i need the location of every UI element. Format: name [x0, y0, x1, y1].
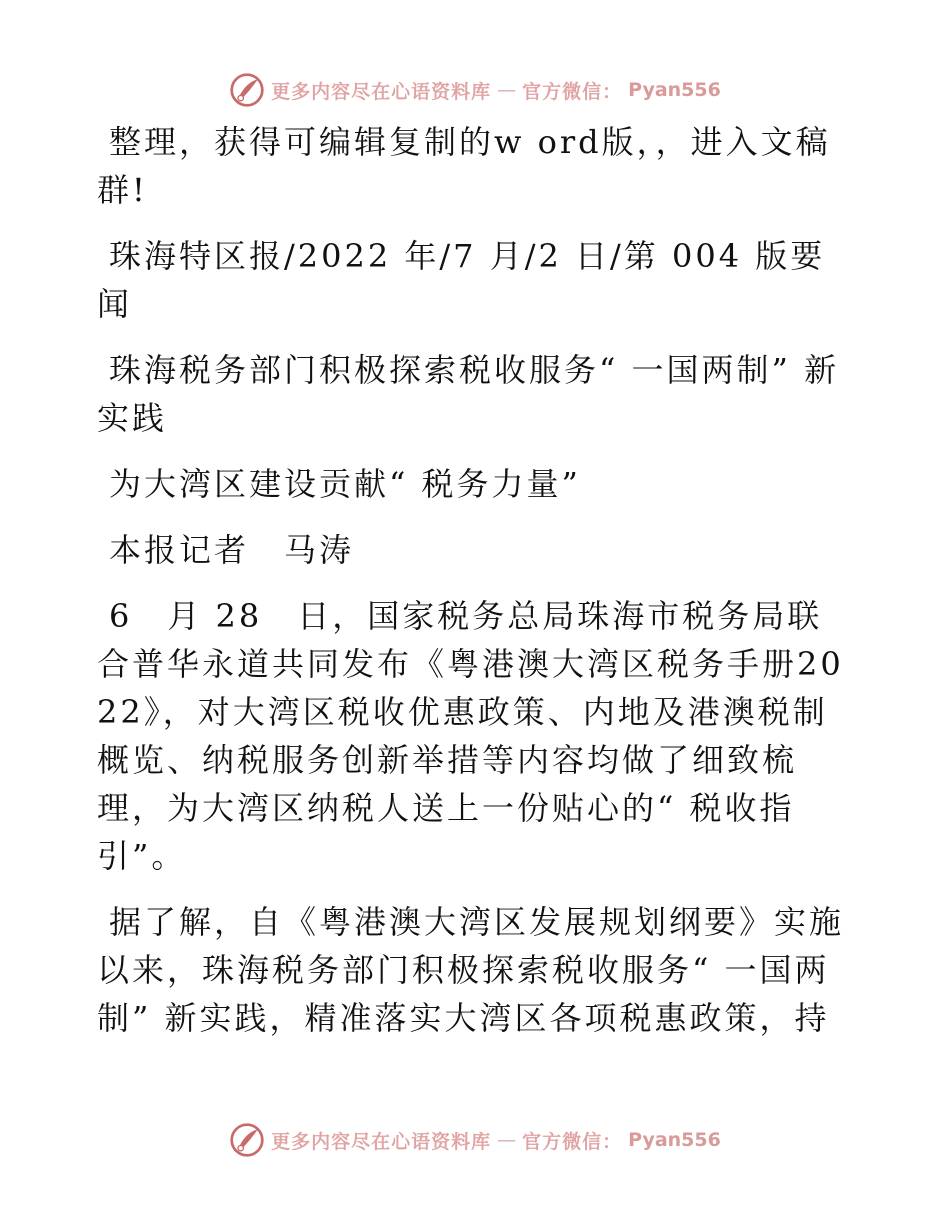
watermark-text: 更多内容尽在心语资料库 [271, 80, 492, 103]
paragraph-source: 珠海特区报/2022 年/7 月/2 日/第 004 版要闻 [97, 237, 826, 323]
watermark-text: 更多内容尽在心语资料库 [271, 1130, 492, 1153]
article-byline: 本报记者 马涛 [109, 531, 355, 569]
brush-logo-icon [229, 1122, 265, 1158]
paragraph-intro: 整理，获得可编辑复制的w ord版，，进入文稿群! [97, 123, 831, 209]
brush-logo-icon [229, 72, 265, 108]
watermark-label: 官方微信： [522, 1130, 623, 1153]
watermark-banner-bottom [0, 1118, 950, 1162]
watermark-banner-top [0, 68, 950, 112]
article-paragraph-2: 据了解，自《粤港澳大湾区发展规划纲要》实施以来，珠海税务部门积极探索税收服务“ 一国两制” 新实践，精准落实大湾区各项税惠政策，持 [97, 903, 845, 1037]
article-headline: 珠海税务部门积极探索税收服务“ 一国两制” 新实践 [97, 351, 840, 437]
watermark-account: Pyan556 [628, 79, 721, 101]
article-paragraph-1: 6 月 28 日，国家税务总局珠海市税务局联合普华永道共同发布《粤港澳大湾区税务手册2022》，对大湾区税收优惠政策、内地及港澳税制概览、纳税服务创新举措等内容均做了细致梳理，为大湾区纳税人送上一份贴心的“ 税收指引”。 [97, 597, 844, 875]
watermark-label: 官方微信： [522, 80, 623, 103]
watermark-separator: — [497, 1129, 517, 1151]
document-body [97, 118, 857, 1060]
watermark-separator: — [497, 79, 517, 101]
watermark-account: Pyan556 [628, 1129, 721, 1151]
article-subheadline: 为大湾区建设贡献“ 税务力量” [109, 465, 581, 503]
